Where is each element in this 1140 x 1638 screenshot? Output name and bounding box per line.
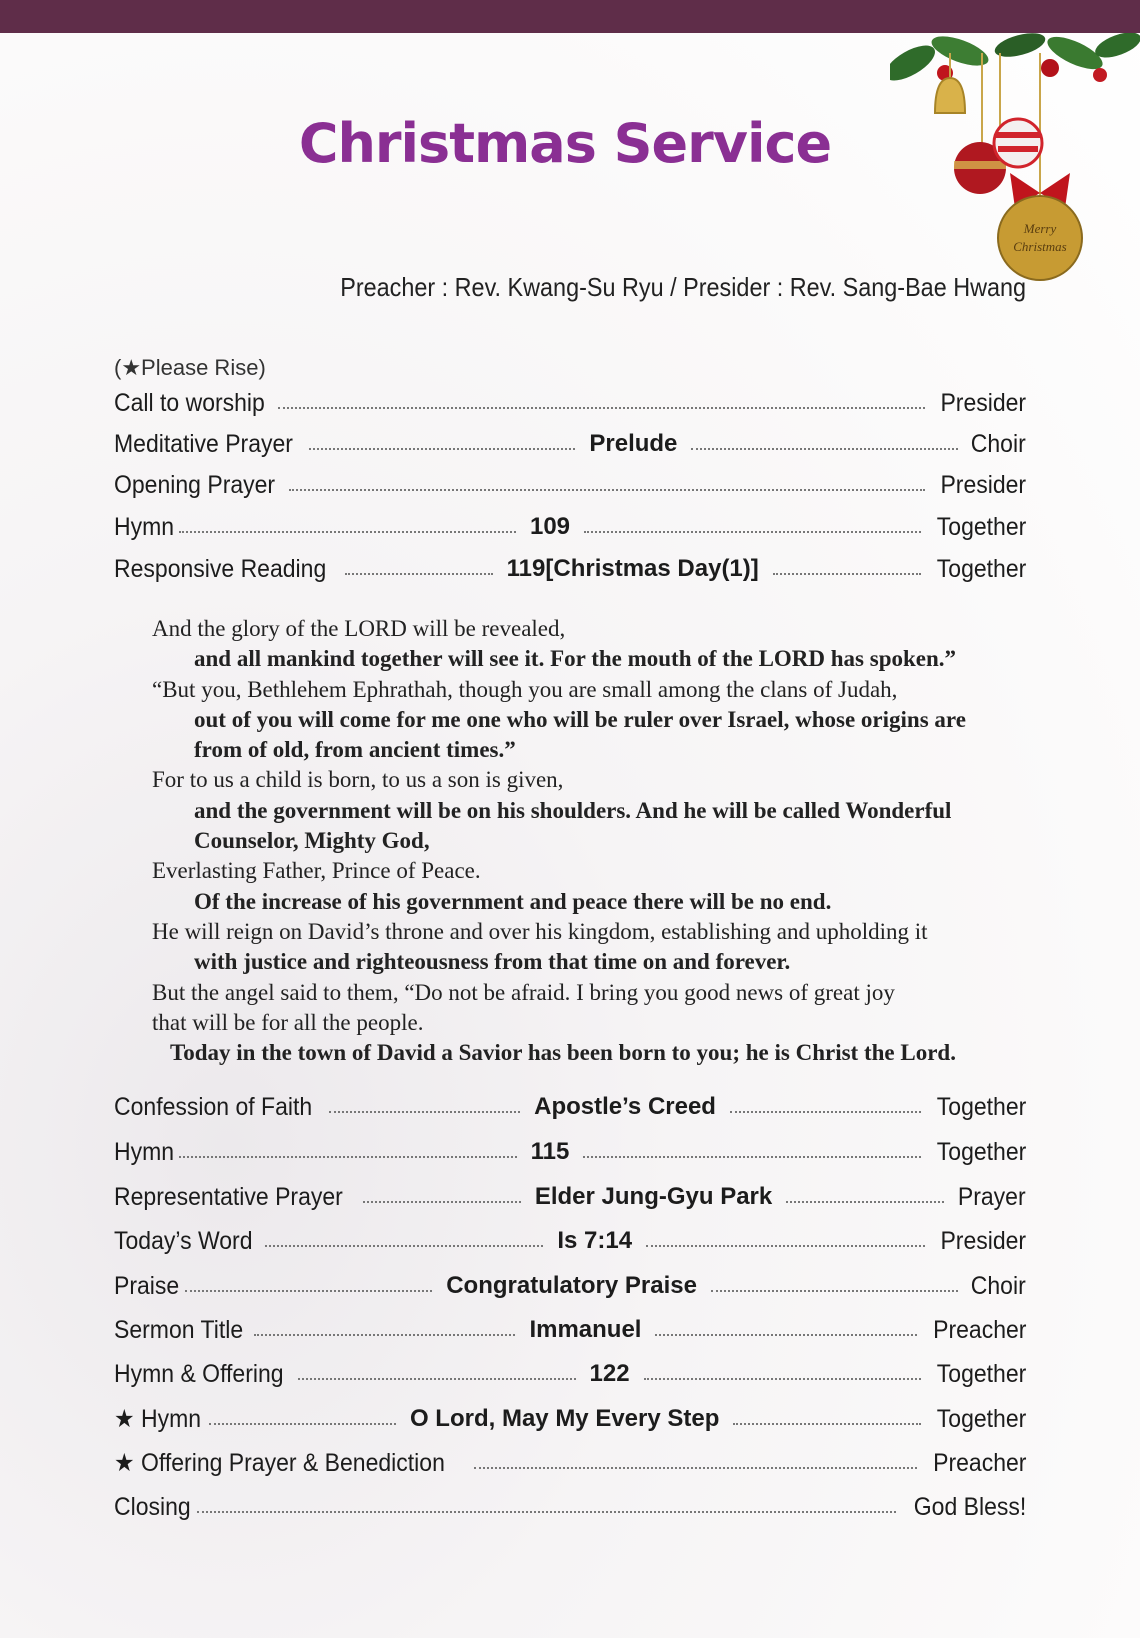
- row-detail: Prelude: [589, 430, 678, 457]
- service-row: [114, 552, 1026, 586]
- row-label: Today’s Word: [114, 1226, 253, 1255]
- top-bar: [0, 0, 1140, 33]
- leader-dots: [730, 1111, 921, 1113]
- service-row: [114, 1090, 1026, 1124]
- row-leader: Together: [936, 1092, 1026, 1121]
- row-label: Sermon Title: [114, 1315, 244, 1344]
- row-leader: Presider: [940, 1226, 1027, 1255]
- leader-dots: [655, 1334, 916, 1336]
- row-leader: Presider: [940, 470, 1026, 499]
- service-row: [114, 510, 1026, 544]
- leader-dots: [644, 1378, 921, 1380]
- row-leader: Together: [936, 1404, 1026, 1433]
- leader-dots: [786, 1201, 944, 1203]
- preacher-presider-line: Preacher : Rev. Kwang-Su Ryu / Presider : Rev. Sang-Bae Hwang: [340, 272, 1026, 302]
- row-leader: Choir: [971, 1271, 1027, 1300]
- holly-leaves: [890, 33, 1140, 87]
- row-leader: Preacher: [932, 1448, 1026, 1477]
- leader-dots: [733, 1423, 920, 1425]
- leader-dots: [298, 1378, 575, 1380]
- row-label: Hymn: [114, 512, 175, 541]
- leader-dots: [265, 1245, 544, 1247]
- row-label: ★ Hymn: [114, 1405, 202, 1433]
- row-leader: Presider: [940, 388, 1026, 417]
- row-label: Opening Prayer: [114, 470, 276, 499]
- reading-line: “But you, Bethlehem Ephrathah, though you are small among the clans of Judah,: [152, 676, 898, 702]
- service-row: [114, 1357, 1026, 1391]
- leader-dots: [329, 1111, 520, 1113]
- leader-dots: [711, 1290, 958, 1292]
- leader-dots: [179, 531, 516, 533]
- reading-line: out of you will come for me one who will be ruler over Israel, whose origins are: [194, 706, 966, 732]
- reading-line: Counselor, Mighty God,: [194, 828, 430, 854]
- christmas-text: Christmas: [1013, 239, 1067, 254]
- service-row: [114, 468, 1026, 502]
- reading-line: and all mankind together will see it. For the mouth of the LORD has spoken.”: [194, 646, 957, 672]
- row-label: Responsive Reading: [114, 554, 327, 583]
- row-leader: Together: [936, 512, 1027, 541]
- leader-dots: [474, 1467, 917, 1469]
- reading-line: Today in the town of David a Savior has been born to you; he is Christ the Lord.: [170, 1040, 956, 1066]
- row-leader: Preacher: [932, 1315, 1027, 1344]
- service-row: [114, 1180, 1026, 1214]
- service-row: [114, 1446, 1026, 1480]
- reading-line: from of old, from ancient times.”: [194, 737, 516, 763]
- service-row: [114, 386, 1026, 420]
- reading-line: Everlasting Father, Prince of Peace.: [152, 858, 481, 884]
- row-detail: Immanuel: [529, 1316, 642, 1343]
- row-label: ★ Offering Prayer & Benediction: [114, 1449, 445, 1477]
- reading-line: and the government will be on his shoulders. And he will be called Wonderful: [194, 797, 952, 823]
- leader-dots: [345, 573, 493, 575]
- row-detail: Congratulatory Praise: [446, 1272, 697, 1299]
- row-leader: Choir: [971, 429, 1026, 458]
- reading-line: that will be for all the people.: [152, 1009, 424, 1035]
- leader-dots: [773, 573, 921, 575]
- row-detail: 109: [529, 513, 571, 540]
- leader-dots: [209, 1423, 396, 1425]
- service-row: [114, 1224, 1026, 1258]
- row-leader: Together: [936, 554, 1027, 583]
- leader-dots: [646, 1245, 925, 1247]
- gold-bell: [935, 78, 965, 113]
- row-label: Confession of Faith: [114, 1092, 313, 1121]
- service-row: [114, 1135, 1026, 1169]
- row-label: Hymn: [114, 1137, 175, 1166]
- leader-dots: [583, 1156, 920, 1158]
- reading-line: And the glory of the LORD will be revealed,: [152, 616, 566, 641]
- leader-dots: [254, 1334, 515, 1336]
- row-detail: Apostle’s Creed: [534, 1093, 716, 1120]
- row-leader: Together: [936, 1359, 1027, 1388]
- responsive-reading-text: [152, 614, 1012, 1068]
- reading-line: But the angel said to them, “Do not be afraid. I bring you good news of great joy: [152, 979, 895, 1005]
- row-label: Closing: [114, 1492, 191, 1521]
- leader-dots: [363, 1201, 521, 1203]
- please-rise-note: (★Please Rise): [114, 355, 266, 380]
- leader-dots: [197, 1511, 895, 1513]
- leader-dots: [278, 407, 925, 409]
- service-row: [114, 1269, 1026, 1303]
- service-row: [114, 1313, 1026, 1347]
- leader-dots: [289, 489, 925, 491]
- leader-dots: [309, 448, 576, 450]
- row-leader: Prayer: [958, 1182, 1026, 1211]
- row-detail: 119[Christmas Day(1)]: [506, 555, 759, 582]
- row-label: Hymn & Offering: [114, 1359, 284, 1388]
- row-label: Representative Prayer: [114, 1182, 343, 1211]
- leader-dots: [584, 531, 921, 533]
- reading-line: with justice and righteousness from that time on and forever.: [194, 949, 791, 975]
- service-row: [114, 1490, 1026, 1524]
- row-label: Call to worship: [114, 388, 265, 417]
- row-detail: 122: [589, 1360, 630, 1387]
- page-title: Christmas Service: [298, 112, 832, 175]
- row-label: Meditative Prayer: [114, 429, 293, 458]
- service-row: [114, 427, 1026, 461]
- reading-line: Of the increase of his government and peace there will be no end.: [194, 888, 832, 914]
- row-detail: O Lord, May My Every Step: [409, 1405, 720, 1432]
- row-detail: 115: [530, 1138, 570, 1165]
- row-detail: Is 7:14: [557, 1227, 633, 1254]
- merry-text: Merry: [1023, 221, 1057, 236]
- row-leader: Together: [936, 1137, 1026, 1166]
- leader-dots: [185, 1290, 432, 1292]
- reading-line: For to us a child is born, to us a son is given,: [152, 767, 564, 793]
- row-label: Praise: [114, 1271, 180, 1300]
- leader-dots: [179, 1156, 516, 1158]
- row-detail: Elder Jung-Gyu Park: [534, 1183, 773, 1210]
- row-leader: God Bless!: [913, 1492, 1026, 1521]
- reading-line: He will reign on David’s throne and over his kingdom, establishing and upholding it: [152, 918, 928, 944]
- service-row: [114, 1402, 1026, 1436]
- gold-bauble: [998, 196, 1082, 280]
- leader-dots: [691, 448, 958, 450]
